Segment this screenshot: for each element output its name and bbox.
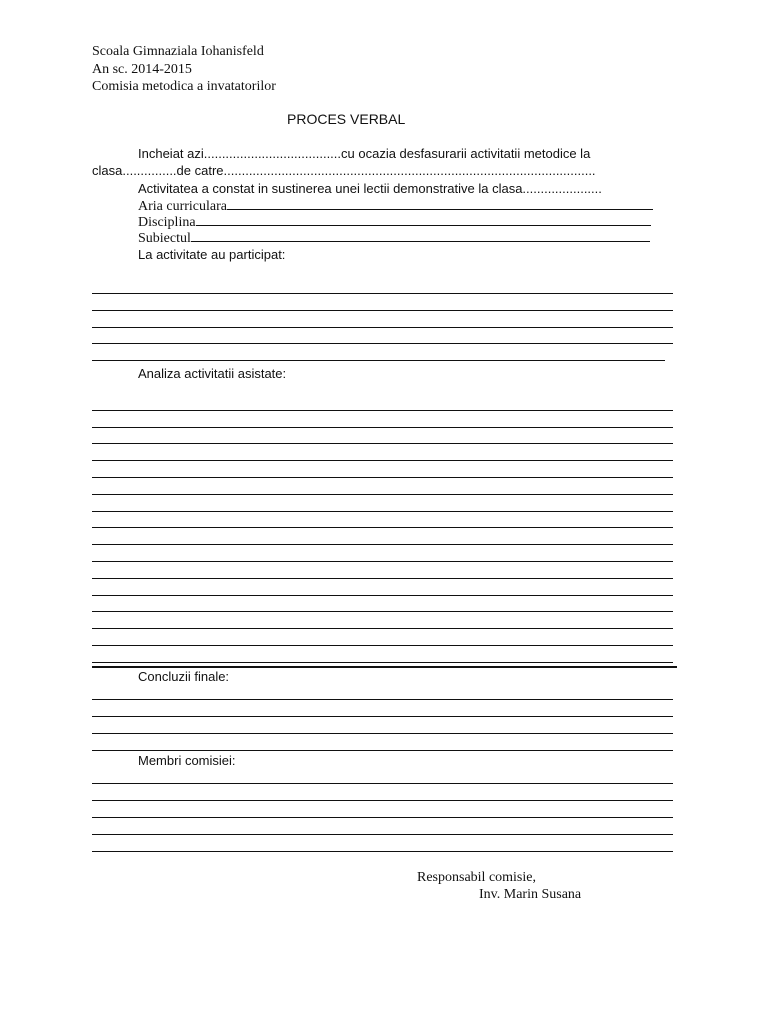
section-separator — [92, 666, 677, 668]
writing-line — [92, 360, 665, 361]
activity-class-dots: ...................... — [522, 181, 602, 196]
writing-line — [92, 662, 673, 663]
subiectul-fill-line — [191, 229, 650, 242]
activity-label: Activitatea a constat in sustinerea unei lectii demonstrative la clasa — [138, 181, 523, 196]
disciplina-fill-line — [196, 213, 651, 226]
disciplina-label: Disciplina — [138, 215, 196, 230]
writing-line — [92, 851, 673, 852]
writing-line — [92, 443, 673, 444]
writing-line — [92, 527, 673, 528]
writing-line — [92, 817, 673, 818]
writing-line — [92, 561, 673, 562]
writing-line — [92, 716, 673, 717]
writing-line — [92, 834, 673, 835]
writing-line — [92, 544, 673, 545]
class-label: clasa — [92, 163, 123, 178]
writing-line — [92, 343, 673, 344]
intro-line-2 — [92, 163, 596, 179]
commission-name: Comisia metodica a invatatorilor — [92, 79, 276, 94]
participants-label: La activitate au participat: — [138, 247, 286, 262]
activity-line — [138, 181, 602, 197]
intro-concluded-label: Incheiat azi — [138, 146, 204, 161]
writing-line — [92, 783, 673, 784]
document-title: PROCES VERBAL — [287, 111, 406, 127]
analysis-label: Analiza activitatii asistate: — [138, 366, 287, 381]
writing-line — [92, 628, 673, 629]
writing-line — [92, 578, 673, 579]
subiectul-row — [138, 229, 650, 247]
writing-line — [92, 293, 673, 294]
intro-line-1 — [138, 146, 590, 162]
aria-label: Aria curriculara — [138, 199, 227, 214]
signature-name: Inv. Marin Susana — [479, 887, 582, 902]
by-label: de catre — [176, 163, 224, 178]
writing-line — [92, 494, 673, 495]
writing-line — [92, 410, 673, 411]
writing-line — [92, 460, 673, 461]
writing-line — [92, 750, 673, 751]
members-label: Membri comisiei: — [138, 753, 236, 768]
school-name: Scoala Gimnaziala Iohanisfeld — [92, 44, 264, 59]
writing-line — [92, 699, 673, 700]
class-dots: ............... — [122, 163, 177, 178]
subiectul-label: Subiectul — [138, 231, 191, 246]
writing-line — [92, 645, 673, 646]
writing-line — [92, 477, 673, 478]
writing-line — [92, 611, 673, 612]
writing-line — [92, 595, 673, 596]
conclusions-label: Concluzii finale: — [138, 669, 230, 684]
writing-line — [92, 511, 673, 512]
signature-role: Responsabil comisie, — [417, 870, 536, 885]
writing-line — [92, 327, 673, 328]
writing-line — [92, 427, 673, 428]
writing-line — [92, 733, 673, 734]
intro-occasion-label: cu ocazia desfasurarii activitatii metodice la — [341, 146, 591, 161]
school-year: An sc. 2014-2015 — [92, 62, 192, 77]
writing-line — [92, 800, 673, 801]
writing-line — [92, 310, 673, 311]
by-dots: ....................................................................................................... — [223, 163, 596, 178]
date-dots: ...................................... — [203, 146, 342, 161]
aria-fill-line — [227, 197, 653, 210]
